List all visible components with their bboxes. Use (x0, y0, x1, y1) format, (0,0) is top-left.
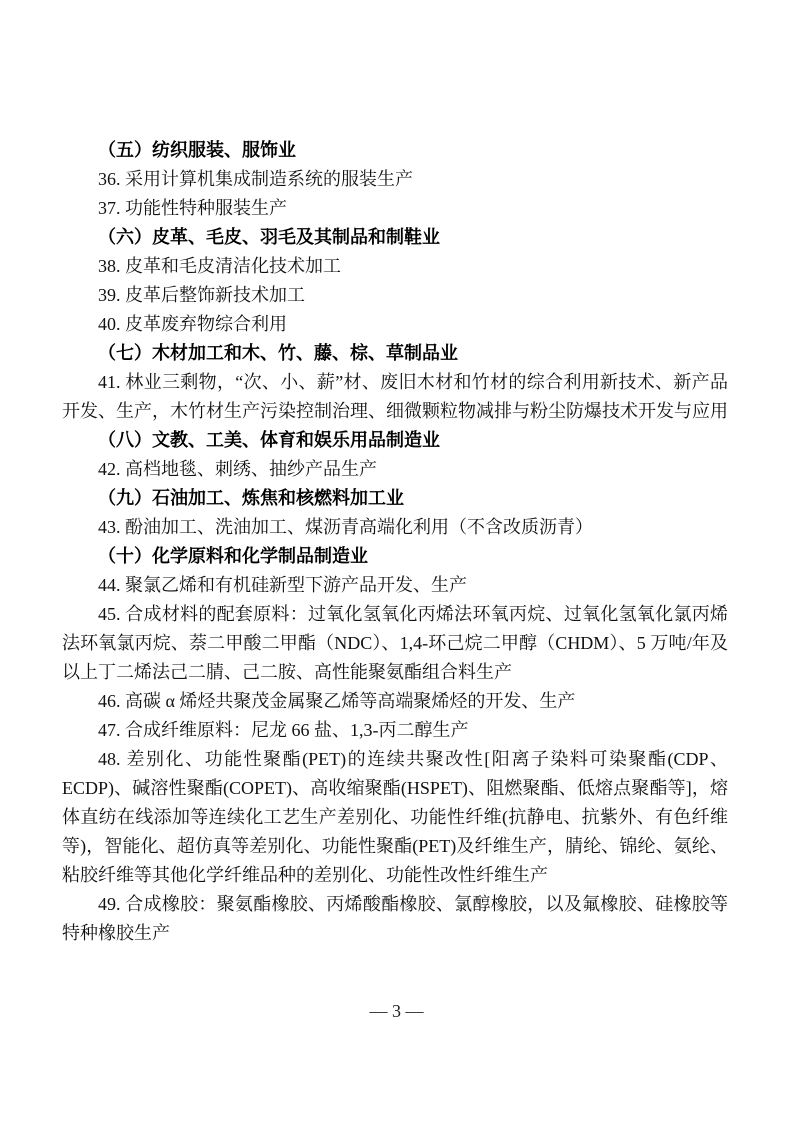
section-heading: （六）皮革、毛皮、羽毛及其制品和制鞋业 (98, 227, 440, 247)
catalog-item: 41. 林业三剩物，“次、小、薪”材、废旧木材和竹材的综合利用新技术、新产品开发、生产，木竹材生产污染控制治理、细微颗粒物减排与粉尘防爆技术开发与应用 (62, 372, 728, 421)
catalog-item: 38. 皮革和毛皮清洁化技术加工 (98, 256, 341, 276)
document-body (62, 136, 728, 948)
catalog-item: 47. 合成纤维原料：尼龙 66 盐、1,3-丙二醇生产 (98, 720, 469, 740)
catalog-item: 49. 合成橡胶：聚氨酯橡胶、丙烯酸酯橡胶、氯醇橡胶，以及氟橡胶、硅橡胶等特种橡胶生产 (62, 894, 728, 943)
catalog-item: 46. 高碳 α 烯烃共聚茂金属聚乙烯等高端聚烯烃的开发、生产 (98, 691, 576, 711)
catalog-item: 43. 酚油加工、洗油加工、煤沥青高端化利用（不含改质沥青） (98, 517, 593, 537)
section-heading: （七）木材加工和木、竹、藤、棕、草制品业 (98, 343, 458, 363)
page-footer (0, 997, 793, 1026)
section-heading: （九）石油加工、炼焦和核燃料加工业 (98, 488, 404, 508)
section-heading: （十）化学原料和化学制品制造业 (98, 546, 368, 566)
catalog-item: 39. 皮革后整饰新技术加工 (98, 285, 305, 305)
catalog-item: 45. 合成材料的配套原料：过氧化氢氧化丙烯法环氧丙烷、过氧化氢氧化氯丙烯法环氧氯丙烷、萘二甲酸二甲酯（NDC）、1,4-环己烷二甲醇（CHDM）、5 万吨/年及以上丁二烯法己二腈、己二胺、高性能聚氨酯组合料生产 (62, 604, 728, 682)
catalog-item: 40. 皮革废弃物综合利用 (98, 314, 287, 334)
catalog-item: 36. 采用计算机集成制造系统的服装生产 (98, 169, 413, 189)
section-heading: （八）文教、工美、体育和娱乐用品制造业 (98, 430, 440, 450)
catalog-item: 44. 聚氯乙烯和有机硅新型下游产品开发、生产 (98, 575, 467, 595)
page-number: — 3 — (369, 1001, 424, 1021)
catalog-item: 42. 高档地毯、刺绣、抽纱产品生产 (98, 459, 377, 479)
catalog-item: 37. 功能性特种服装生产 (98, 198, 287, 218)
section-heading: （五）纺织服装、服饰业 (98, 140, 296, 160)
catalog-item: 48. 差别化、功能性聚酯(PET)的连续共聚改性[阳离子染料可染聚酯(CDP、ECDP)、碱溶性聚酯(COPET)、高收缩聚酯(HSPET)、阻燃聚酯、低熔点聚酯等]，熔体直纺在线添加等连续化工艺生产差别化、功能性纤维(抗静电、抗紫外、有色纤维等)，智能化、超仿真等差别化、功能性聚酯(PET)及纤维生产，腈纶、锦纶、氨纶、粘胶纤维等其他化学纤维品种的差别化、功能性改性纤维生产 (62, 749, 728, 885)
